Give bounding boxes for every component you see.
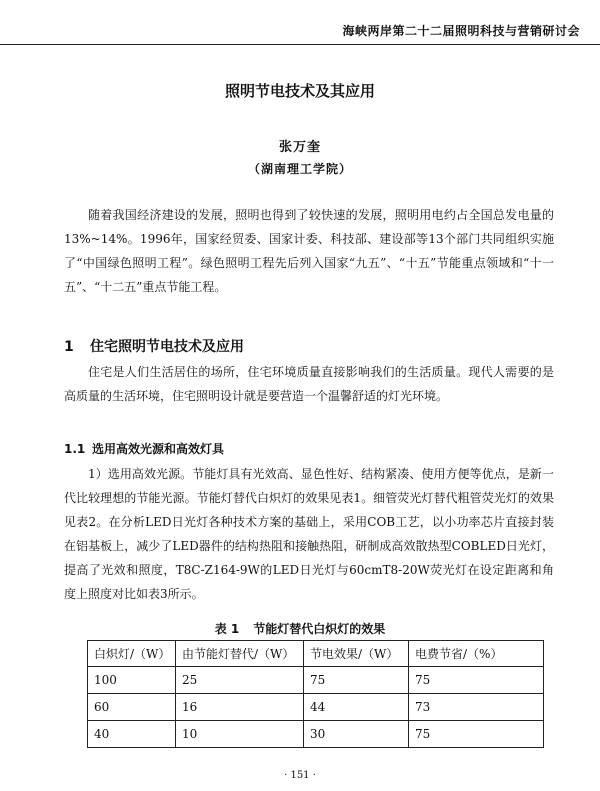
table-header-cell: 白炽灯/（W） [88, 641, 176, 667]
page-number: · 151 · [284, 770, 316, 781]
paper-title: 照明节电技术及其应用 [224, 82, 375, 100]
table-header-row [88, 641, 544, 667]
table-header-cell: 节电效果/（W） [304, 641, 409, 667]
section-1-paragraph: 住宅是人们生活居住的场所，住宅环境质量直接影响我们的生活质量。现代人需要的是高质量的生活环境，住宅照明设计就是要营造一个温馨舒适的灯光环境。 [64, 365, 554, 403]
running-header-title: 海峡两岸第二十二届照明科技与营销研讨会 [342, 24, 580, 38]
table-header-cell: 由节能灯替代/（W） [176, 641, 304, 667]
table-header-cell: 电费节省/（%） [409, 641, 544, 667]
table-1 [87, 640, 544, 748]
section-1-number: 1 [64, 339, 74, 355]
subsection-1-1-title: 选用高效光源和高效灯具 [92, 442, 225, 456]
table-cell: 75 [304, 667, 409, 694]
table-1-label: 表 1 [214, 622, 240, 636]
table-cell: 10 [176, 721, 304, 748]
table-cell: 30 [304, 721, 409, 748]
subsection-1-1-number: 1.1 [64, 442, 86, 456]
table-cell: 25 [176, 667, 304, 694]
table-1-title: 节能灯替代白炽灯的效果 [253, 622, 386, 636]
author-affiliation: （湖南理工学院） [247, 162, 352, 176]
table-row [88, 694, 544, 721]
subsection-1-1-heading [64, 440, 224, 457]
table-cell: 75 [409, 721, 544, 748]
table-cell: 40 [88, 721, 176, 748]
section-1-title: 住宅照明节电技术及应用 [90, 339, 244, 355]
author-name: 张万奎 [278, 140, 321, 155]
section-1-heading [64, 336, 244, 356]
table-row [88, 667, 544, 694]
table-cell: 75 [409, 667, 544, 694]
table-row [88, 721, 544, 748]
intro-paragraph: 随着我国经济建设的发展，照明也得到了较快速的发展，照明用电约占全国总发电量的13%~14%。1996年，国家经贸委、国家计委、科技部、建设部等13个部门共同组织实施了“中国绿色照明工程”。绿色照明工程先后列入国家“九五”、“十五”节能重点领域和“十一五”、“十二五”重点节能工程。 [64, 208, 554, 294]
running-header [0, 0, 600, 45]
table-1-caption [0, 620, 600, 637]
subsection-1-1-paragraph: 1）选用高效光源。节能灯具有光效高、显色性好、结构紧凑、使用方便等优点，是新一代比较理想的节能光源。节能灯替代白炽灯的效果见表1。细管荧光灯替代粗管荧光灯的效果见表2。在分析LED日光灯各种技术方案的基础上，采用COB工艺，以小功率芯片直接封装在铝基板上，减少了LED器件的结构热阻和接触热阻，研制成高效散热型COBLED日光灯，提高了光效和照度，T8C-Z164-9W的LED日光灯与60cmT8-20W荧光灯在设定距离和角度上照度对比如表3所示。 [64, 467, 554, 601]
table-cell: 73 [409, 694, 544, 721]
table-cell: 16 [176, 694, 304, 721]
table-cell: 44 [304, 694, 409, 721]
table-cell: 60 [88, 694, 176, 721]
table-cell: 100 [88, 667, 176, 694]
